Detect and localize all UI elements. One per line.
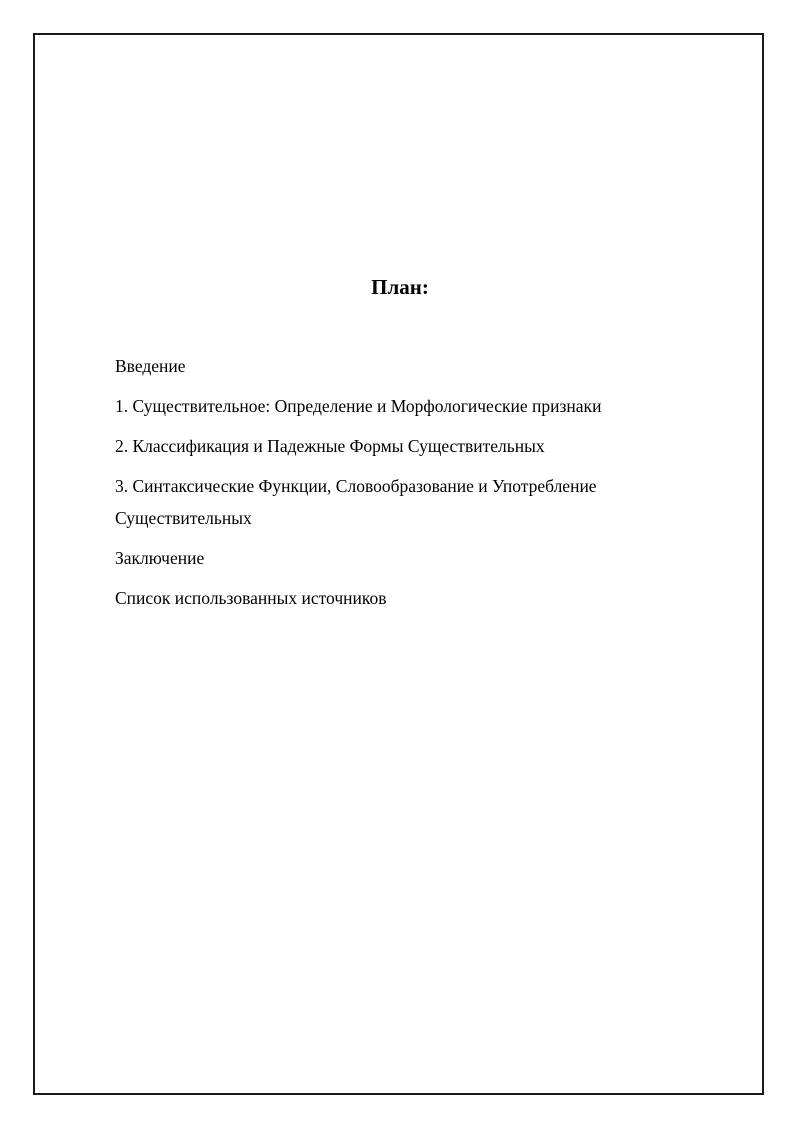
page-title: План: xyxy=(371,275,429,299)
toc-item-chapter-2: 2. Классификация и Падежные Формы Существительных xyxy=(115,436,545,456)
toc-item-chapter-3: 3. Синтаксические Функции, Словообразование и Употребление Существительных xyxy=(115,476,597,528)
toc-item-conclusion: Заключение xyxy=(115,548,205,568)
toc-item-introduction: Введение xyxy=(115,356,186,376)
table-of-contents xyxy=(115,350,675,614)
toc-item-references: Список использованных источников xyxy=(115,588,387,608)
toc-item-chapter-1: 1. Существительное: Определение и Морфологические признаки xyxy=(115,396,602,416)
